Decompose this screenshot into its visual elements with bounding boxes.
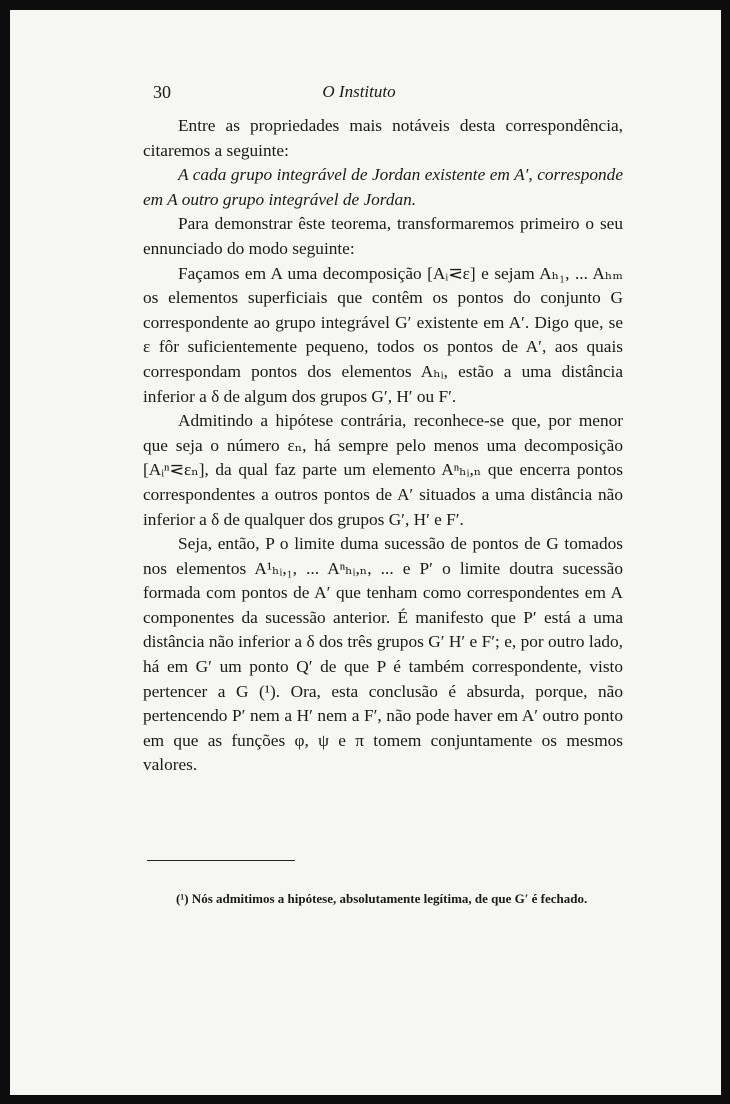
footnote-divider xyxy=(147,860,295,861)
running-title: O Instituto xyxy=(322,82,396,101)
paragraph-theorem: A cada grupo integrável de Jordan existente em A′, corresponde em A outro grupo integrável de Jordan. xyxy=(143,165,623,209)
page-number: 30 xyxy=(153,82,171,102)
paragraph-hypothesis: Admitindo a hipótese contrária, reconhece-se que, por menor que seja o número εₙ, há sempre pelo menos uma decomposição [Aᵢⁿ⋜εₙ], da qual faz parte um elemento Aⁿₕᵢ,ₙ que encerra pontos correspondentes a outros pontos de A′ situados a uma distância não inferior a δ de qualquer dos grupos G′, H′ e F′. xyxy=(143,411,623,529)
page-header xyxy=(153,82,565,106)
footnote: (¹) Nós admitimos a hipótese, absolutamente legítima, de que G′ é fechado. xyxy=(176,891,588,906)
paragraph-conclusion: Seja, então, P o limite duma sucessão de pontos de G tomados nos elementos A¹ₕᵢ,₁, ... Aⁿₕᵢ,ₙ, ... e P′ o limite doutra sucessão formada com pontos de A′ que tenham como correspondentes em A componentes da sucessão anterior. É manifesto que P′ está a uma distância não inferior a δ dos três grupos G′ H′ e F′; e, por outro lado, há em G′ um ponto Q′ de que P é também correspondente, visto pertencer a G (¹). Ora, esta conclusão é absurda, porque, não pertencendo P′ nem a H′ nem a F′, não pode haver em A′ outro ponto em que as funções φ, ψ e π tomem conjuntamente os mesmos valores. xyxy=(143,534,623,775)
paragraph-demonstration: Para demonstrar êste teorema, transformaremos primeiro o seu ennunciado do modo seguinte: xyxy=(143,214,623,258)
paragraph-decomposition: Façamos em A uma decomposição [Aᵢ⋜ε] e sejam Aₕ₁, ... Aₕₘ os elementos superficiais que contêm os pontos do conjunto G correspondente ao grupo integrável G′ existente em A′. Digo que, se ε fôr suficientemente pequeno, todos os pontos de A′, aos quais correspondam pontos dos elementos Aₕᵢ, estão a uma distância inferior a δ de algum dos grupos G′, H′ ou F′. xyxy=(143,263,623,406)
body-text xyxy=(143,114,623,778)
paragraph-intro: Entre as propriedades mais notáveis desta correspondência, citaremos a seguinte: xyxy=(143,116,623,160)
